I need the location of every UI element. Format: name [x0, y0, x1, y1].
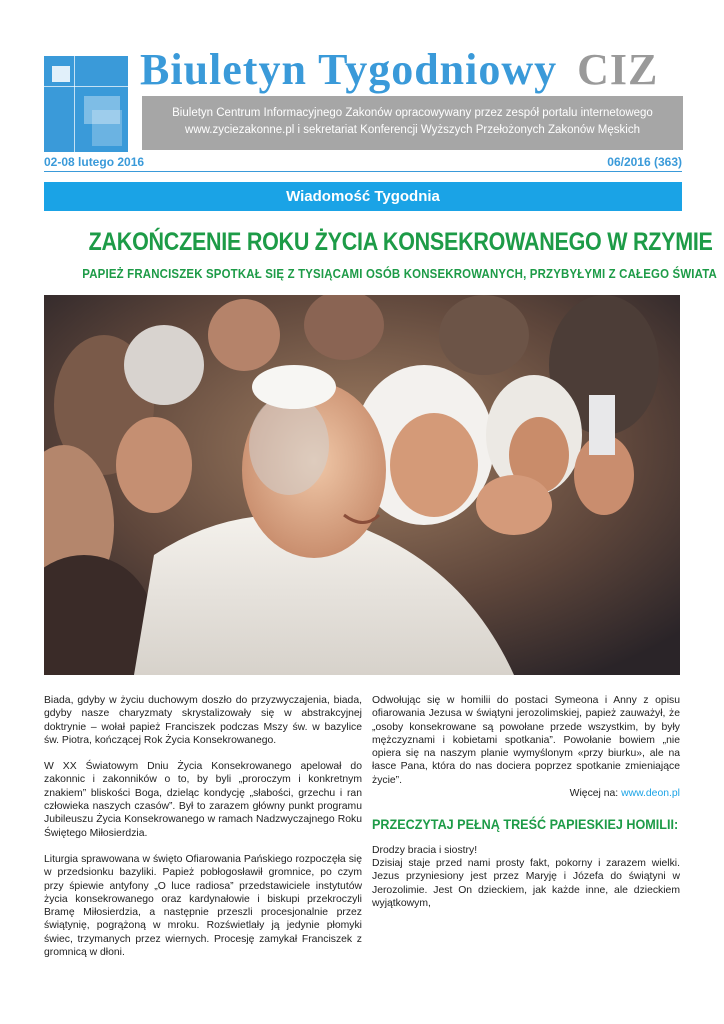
title-main: Biuletyn Tygodniowy: [140, 45, 558, 94]
issue-date: 02-08 lutego 2016: [44, 155, 145, 169]
issue-number: 06/2016 (363): [607, 155, 682, 169]
more-label: Więcej na:: [569, 788, 619, 800]
article-photo: [44, 295, 680, 675]
homily-text: Dzisiaj staje przed nami prosty fakt, pokorny i zarazem wielki. Jezus przyniesiony jest przez Maryję i Józefa do świątyni w Jerozolimie. Jest On dzieckiem, jak każde inne, ale dzieckiem wyjątkowym,: [372, 857, 680, 909]
header-divider: [44, 171, 682, 172]
article-column-left: [44, 694, 362, 972]
article-paragraph: Biada, gdyby w życiu duchowym doszło do przyzwyczajenia, biada, gdyby nasze charyzmaty skrystalizowały się w abstrakcyjnej doktrynie – wołał papież Franciszek podczas Mszy św. w bazylice św. Piotra, kończącej Rok Życia Konsekrowanego.: [44, 695, 362, 746]
masthead-title: [140, 44, 685, 96]
section-banner: Wiadomość Tygodnia: [44, 182, 682, 211]
subtitle-line-1: Biuletyn Centrum Informacyjnego Zakonów opracowywany przez zespół portalu internetowego: [172, 107, 653, 119]
article-paragraph: Odwołując się w homilii do postaci Symeona i Anny z opisu ofiarowania Jezusa w świątyni jerozolimskiej, papież zauważył, że „osoby konsekrowane są powołane przede wszystkim, by były mężczyznami i kobietami spotkania”. Powołanie bowiem „nie opiera się na naszym planie wymyślonym «przy biurku», ale na łasce Pana, która do nas dociera poprzez spotkanie zmieniające życie”.: [372, 695, 680, 786]
homily-heading: PRZECZYTAJ PEŁNĄ TREŚĆ PAPIESKIEJ HOMILII:: [372, 816, 679, 833]
subtitle-line-2: www.zyciezakonne.pl i sekretariat Konferencji Wyższych Przełożonych Zakonów Męskich: [185, 124, 640, 136]
logo: [44, 56, 128, 152]
article-headline: ZAKOŃCZENIE ROKU ŻYCIA KONSEKROWANEGO W RZYMIE: [88, 228, 713, 256]
photo-illustration: [44, 295, 680, 675]
article-column-right: [372, 694, 680, 910]
article-subheadline: PAPIEŻ FRANCISZEK SPOTKAŁ SIĘ Z TYSIĄCAMI OSÓB KONSEKROWANYCH, PRZYBYŁYMI Z CAŁEGO ŚWIATA: [82, 266, 718, 281]
more-link[interactable]: www.deon.pl: [621, 788, 680, 800]
more-info-line: [372, 787, 680, 800]
masthead-subtitle-bar: [142, 96, 683, 150]
homily-greeting: Drodzy bracia i siostry!: [372, 844, 478, 856]
article-paragraph: W XX Światowym Dniu Życia Konsekrowanego apelował do zakonnic i zakonników o to, by byli „proroczym i konkretnym znakiem” bliskości Boga, dzieląc kondycję „słabości, grzechu i ran człowieka naszych czasów”. Był to zarazem główny punkt programu Jubileuszu Życia Konsekrowanego w ramach Nadzwyczajnego Roku Świętego Miłosierdzia.: [44, 761, 362, 839]
title-suffix: CIZ: [577, 45, 659, 94]
article-paragraph: Liturgia sprawowana w święto Ofiarowania Pańskiego rozpoczęła się w przedsionku bazyliki. Papież pobłogosławił gromnice, po czym przy śpiewie antyfony „O luce radiosa” przedstawiciele instytutów życia konsekrowanego oraz kardynałowie i biskupi przekroczyli Bramę Miłosierdzia, a następnie przeszli procesjonalnie przez świątynię, pogrążoną w mroku. Rozświetlały ją jedynie płomyki świec, trzymanych przez wiernych. Procesję zamykał Franciszek z gromnicą w dłoni.: [44, 853, 362, 959]
